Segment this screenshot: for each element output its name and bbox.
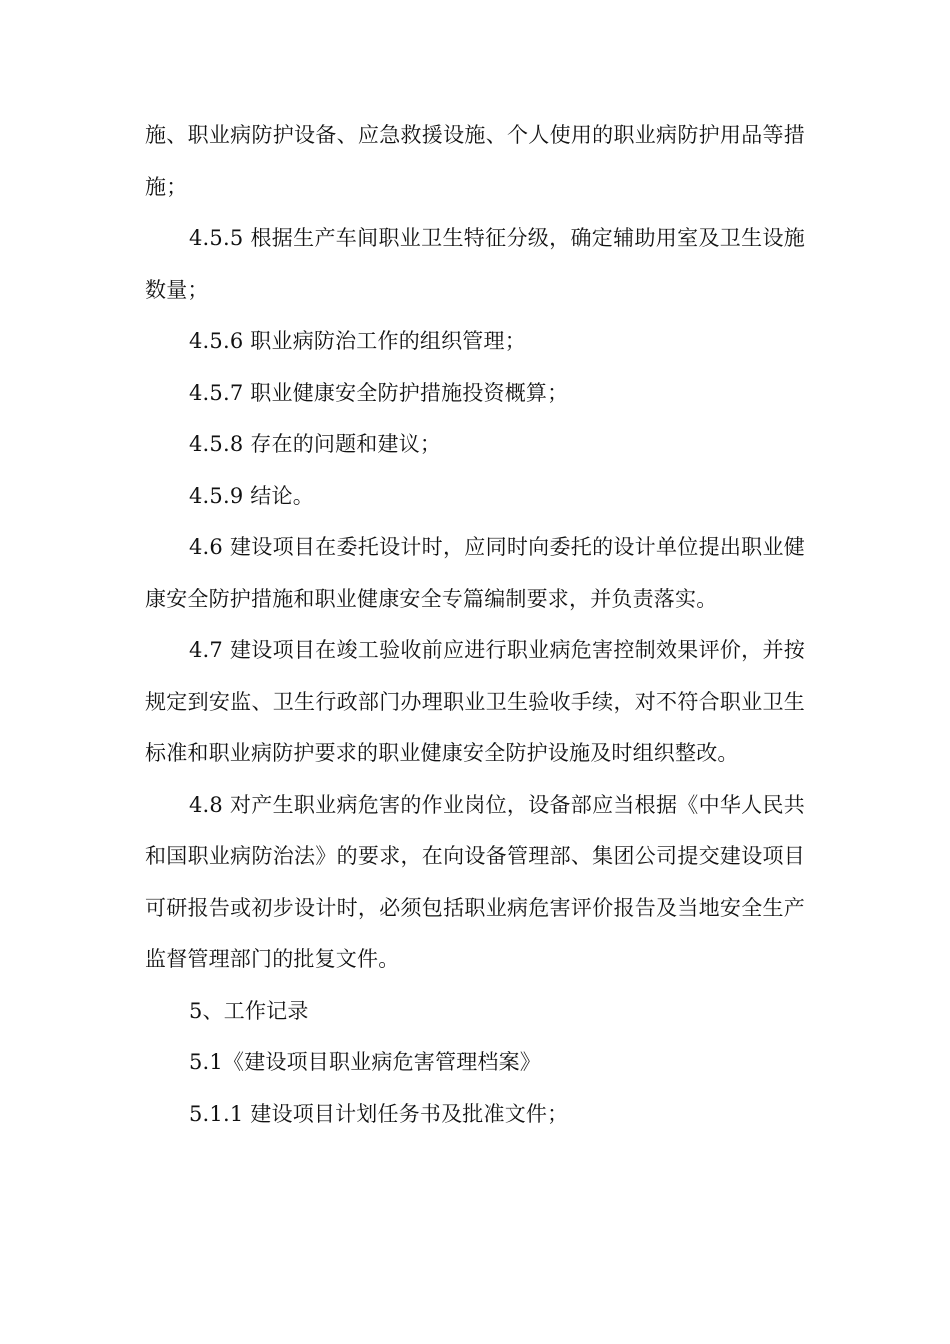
paragraph-4-8: 4.8 对产生职业病危害的作业岗位，设备部应当根据《中华人民共和国职业病防治法》的要求，在向设备管理部、集团公司提交建设项目可研报告或初步设计时，必须包括职业病危害评价报告及当地安全生产监督管理部门的批复文件。 — [145, 792, 805, 971]
paragraph-5-1-1: 5.1.1 建设项目计划任务书及批准文件； — [189, 1101, 569, 1126]
section-heading-5: 5、工作记录 — [189, 998, 309, 1023]
paragraph-4-5-7: 4.5.7 职业健康安全防护措施投资概算； — [189, 380, 569, 405]
paragraph-4-7: 4.7 建设项目在竣工验收前应进行职业病危害控制效果评价，并按规定到安监、卫生行政部门办理职业卫生验收手续，对不符合职业卫生标准和职业病防护要求的职业健康安全防护设施及时组织整改。 — [145, 638, 805, 765]
paragraph-continuation: 施、职业病防护设备、应急救援设施、个人使用的职业病防护用品等措施； — [145, 123, 805, 199]
document-page — [145, 110, 805, 1140]
paragraph-4-5-9: 4.5.9 结论。 — [189, 483, 314, 508]
paragraph-4-5-6: 4.5.6 职业病防治工作的组织管理； — [189, 329, 526, 353]
paragraph-4-5-5: 4.5.5 根据生产车间职业卫生特征分级，确定辅助用室及卫生设施数量； — [145, 226, 805, 302]
paragraph-4-5-8: 4.5.8 存在的问题和建议； — [189, 432, 442, 456]
paragraph-4-6: 4.6 建设项目在委托设计时，应同时向委托的设计单位提出职业健康安全防护措施和职业健康安全专篇编制要求，并负责落实。 — [145, 535, 805, 611]
paragraph-5-1: 5.1《建设项目职业病危害管理档案》 — [189, 1050, 541, 1074]
